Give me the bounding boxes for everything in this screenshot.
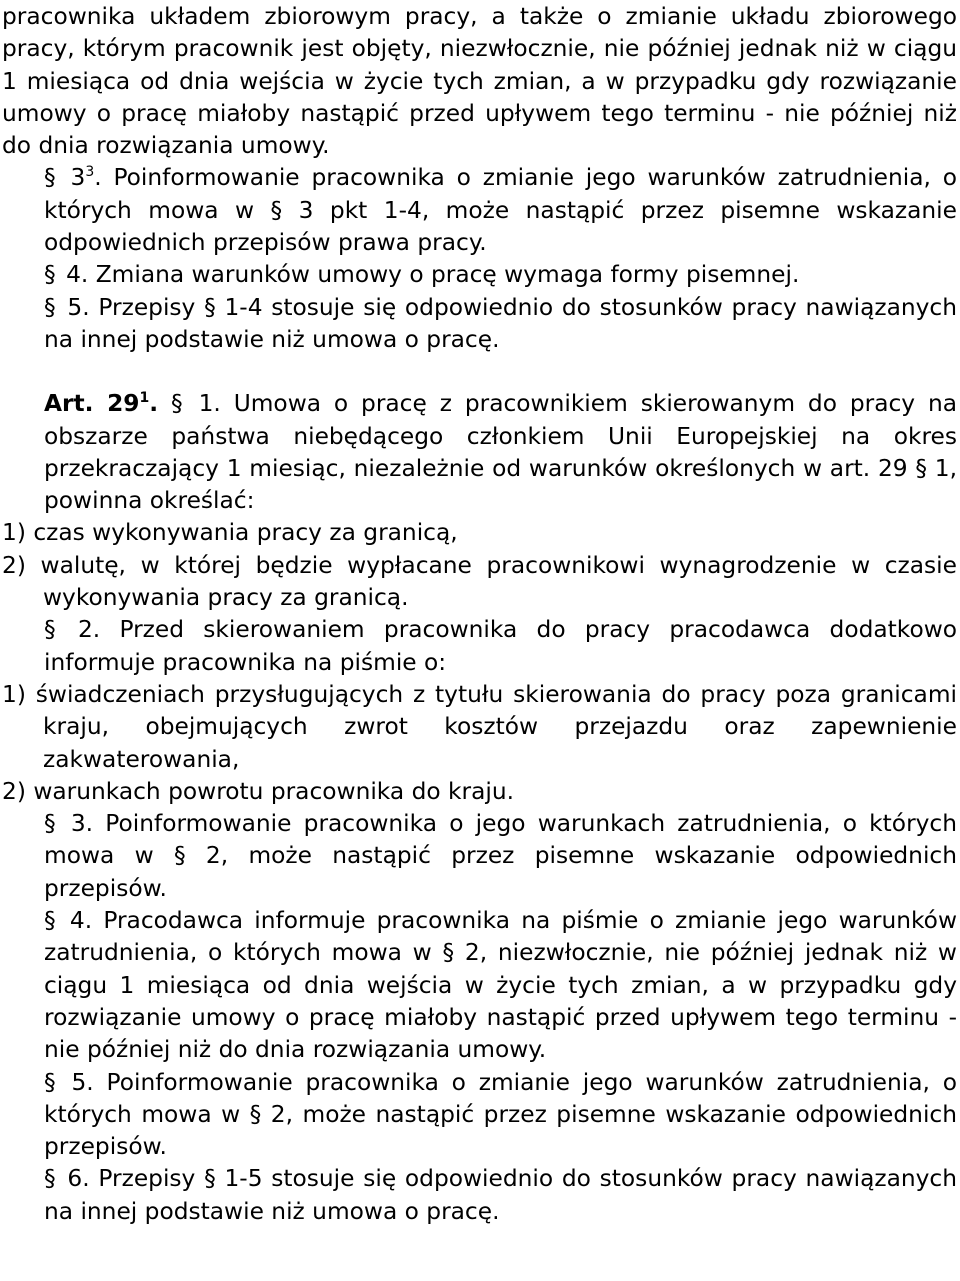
paragraph-par-5 [2, 292, 957, 357]
paragraph-par-2 [2, 614, 957, 679]
paragraph-text: 3. Poinformowanie pracownika o jego warunkach zatrudnienia, o których mowa w § 2, może nastąpić przez pisemne wskazanie odpowiednich przepisów. [44, 810, 958, 902]
paragraph-par-5b [2, 1067, 957, 1164]
paragraph-text: 1. Umowa o pracę z pracownikiem skierowanym do pracy na obszarze państwa niebędącego członkiem Unii Europejskiej na okres przekraczający 1 miesiąc, niezależnie od warunków określonych w art. 29 § 1, powinna określać: [44, 390, 958, 515]
paragraph-par-4b [2, 905, 957, 1066]
section-sign: § [171, 390, 183, 418]
paragraph-text: 4. Pracodawca informuje pracownika na piśmie o zmianie jego warunków zatrudnienia, o których mowa w § 2, niezwłocznie, nie później jednak niż w ciągu 1 miesiąca od dnia wejścia w życie tych zmian, a w przypadku gdy rozwiązanie umowy o pracę miałoby nastąpić przed upływem tego terminu - nie później niż do dnia rozwiązania umowy. [44, 907, 957, 1064]
paragraph-text: 5. Poinformowanie pracownika o zmianie jego warunków zatrudnienia, o których mowa w § 2, może nastąpić przez pisemne wskazanie odpowiednich przepisów. [44, 1068, 957, 1161]
paragraph-par-3-3 [2, 162, 957, 259]
section-sign: § [44, 1165, 56, 1193]
paragraph-text: 6. Przepisy § 1-5 stosuje się odpowiednio do stosunków pracy nawiązanych na innej podstawie niż umowa o pracę. [44, 1165, 958, 1225]
list-item: 2) walutę, w której będzie wypłacane pracownikowi wynagrodzenie w czasie wykonywania pracy za granicą. [2, 551, 957, 612]
paragraph-par-6 [2, 1163, 957, 1228]
section-sign: § [44, 164, 56, 192]
paragraph-text: . Poinformowanie pracownika o zmianie jego warunków zatrudnienia, o których mowa w § 3 pkt 1-4, może nastąpić przez pisemne wskazanie odpowiednich przepisów prawa pracy. [44, 164, 958, 257]
section-sign: § [44, 293, 56, 321]
section-number: 3 [70, 164, 86, 192]
article-superscript: 1 [139, 390, 150, 407]
section-sign: § [44, 1068, 56, 1096]
section-sign: § [44, 616, 56, 644]
list-item: 2) warunkach powrotu pracownika do kraju. [2, 777, 515, 805]
document-body [2, 1, 957, 1228]
paragraph-text: 4. Zmiana warunków umowy o pracę wymaga formy pisemnej. [66, 261, 800, 289]
section-superscript: 3 [85, 164, 95, 181]
section-sign: § [44, 907, 56, 935]
article-label: Art. 29 [44, 390, 140, 418]
paragraph-par-4 [2, 259, 957, 291]
article-29-1 [2, 388, 957, 517]
paragraph-continuation: pracownika układem zbiorowym pracy, a także o zmianie układu zbiorowego pracy, którym pracownik jest objęty, niezwłocznie, nie później jednak niż w ciągu 1 miesiąca od dnia wejścia w życie tych zmian, a w przypadku gdy rozwiązanie umowy o pracę miałoby nastąpić przed upływem tego terminu - nie później niż do dnia rozwiązania umowy. [2, 3, 957, 160]
paragraph-text: 2. Przed skierowaniem pracownika do pracy pracodawca dodatkowo informuje pracownika na piśmie o: [44, 616, 958, 676]
paragraph-text: 5. Przepisy § 1-4 stosuje się odpowiednio do stosunków pracy nawiązanych na innej podstawie niż umowa o pracę. [44, 293, 958, 353]
section-sign: § [44, 261, 56, 289]
paragraph-par-3 [2, 808, 957, 905]
section-sign: § [44, 810, 56, 838]
article-dot: . [149, 390, 159, 418]
list-item: 1) świadczeniach przysługujących z tytułu skierowania do pracy poza granicami kraju, obejmujących zwrot kosztów przejazdu oraz zapewnienie zakwaterowania, [2, 680, 957, 773]
list-item: 1) czas wykonywania pracy za granicą, [2, 519, 458, 547]
